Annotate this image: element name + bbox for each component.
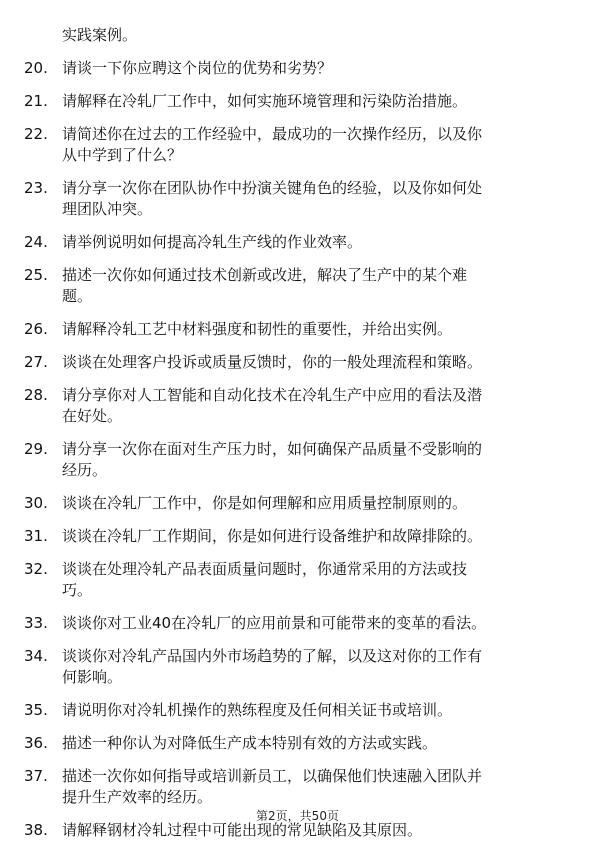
question-text: 请解释钢材冷轧过程中可能出现的常见缺陷及其原因。 [62,821,423,839]
question-text: 谈谈在冷轧厂工作中，你是如何理解和应用质量控制原则的。 [62,494,468,512]
question-text: 谈谈你对冷轧产品国内外市场趋势的了解，以及这对你的工作有 [62,647,483,665]
question-item [0,646,595,667]
question-text-continuation: 理团队冲突。 [62,200,153,218]
question-number: 37. [24,767,48,785]
question-number: 31. [24,527,48,545]
question-text: 请分享你对人工智能和自动化技术在冷轧生产中应用的看法及潜 [62,386,483,404]
question-number: 32. [24,560,48,578]
question-text-continuation: 何影响。 [62,668,123,686]
question-item [0,178,595,199]
question-item [0,232,595,253]
question-text-continuation: 经历。 [62,461,108,479]
question-item [0,265,595,286]
question-item [0,58,595,79]
page-footer: 第2页，共50页 [256,809,339,823]
question-number: 30. [24,494,48,512]
question-number: 38. [24,821,48,839]
question-text: 请说明你对冷轧机操作的熟练程度及任何相关证书或培训。 [62,701,453,719]
question-number: 22. [24,125,48,143]
question-number: 35. [24,701,48,719]
question-item [0,91,595,112]
question-text-continuation: 从中学到了什么？ [62,146,183,164]
question-item [0,352,595,373]
question-list [0,25,595,841]
question-item [0,526,595,547]
question-text-continuation: 巧。 [62,581,93,599]
question-number: 33. [24,614,48,632]
question-text: 描述一种你认为对降低生产成本特别有效的方法或实践。 [62,734,438,752]
question-text-continuation: 在好处。 [62,407,123,425]
question-item [0,493,595,514]
question-number: 23. [24,179,48,197]
question-item [0,613,595,634]
question-number: 20. [24,59,48,77]
question-number: 28. [24,386,48,404]
question-number: 25. [24,266,48,284]
intro-continuation: 实践案例。 [62,26,138,44]
question-number: 34. [24,647,48,665]
question-text-continuation: 题。 [62,287,93,305]
question-item [0,733,595,754]
question-text: 请解释冷轧工艺中材料强度和韧性的重要性，并给出实例。 [62,320,453,338]
question-item [0,124,595,145]
question-item [0,319,595,340]
question-text: 描述一次你如何通过技术创新或改进，解决了生产中的某个难 [62,266,468,284]
question-text-continuation: 提升生产效率的经历。 [62,788,213,806]
question-text: 描述一次你如何指导或培训新员工，以确保他们快速融入团队并 [62,767,483,785]
question-text: 请分享一次你在团队协作中扮演关键角色的经验，以及你如何处 [62,179,483,197]
question-number: 29. [24,440,48,458]
question-number: 26. [24,320,48,338]
question-text: 谈谈在冷轧厂工作期间，你是如何进行设备维护和故障排除的。 [62,527,483,545]
question-item [0,700,595,721]
question-text: 请解释在冷轧厂工作中，如何实施环境管理和污染防治措施。 [62,92,468,110]
question-item [0,766,595,787]
question-item [0,385,595,406]
question-text: 请举例说明如何提高冷轧生产线的作业效率。 [62,233,363,251]
question-text: 谈谈在处理冷轧产品表面质量问题时，你通常采用的方法或技 [62,560,468,578]
question-number: 21. [24,92,48,110]
question-item [0,559,595,580]
question-number: 24. [24,233,48,251]
question-number: 27. [24,353,48,371]
question-text: 请谈一下你应聘这个岗位的优势和劣势？ [62,59,333,77]
question-text: 请分享一次你在面对生产压力时，如何确保产品质量不受影响的 [62,440,483,458]
question-text: 谈谈在处理客户投诉或质量反馈时，你的一般处理流程和策略。 [62,353,483,371]
question-text: 请简述你在过去的工作经验中，最成功的一次操作经历，以及你 [62,125,483,143]
question-text: 谈谈你对工业40在冷轧厂的应用前景和可能带来的变革的看法。 [62,614,487,632]
question-item [0,439,595,460]
question-number: 36. [24,734,48,752]
